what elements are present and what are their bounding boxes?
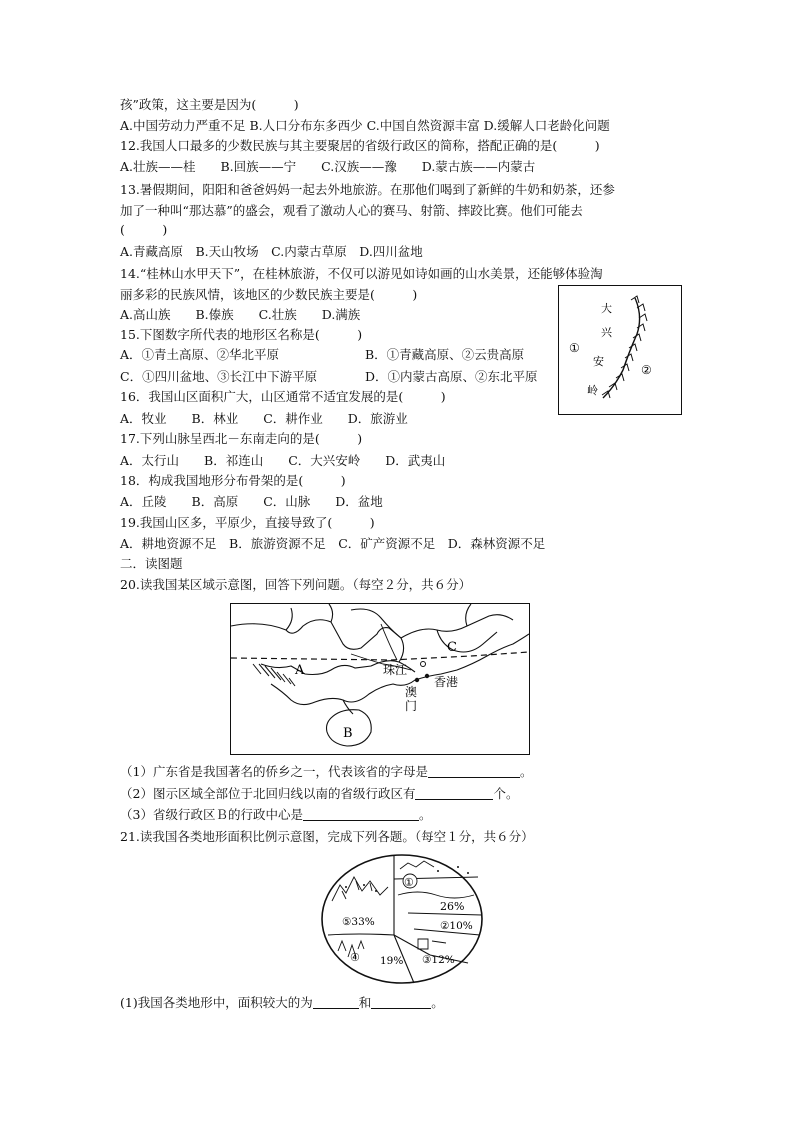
region-label-c: C: [447, 640, 457, 655]
q13-options: A.青藏高原 B.天山牧场 C.内蒙古草原 D.四川盆地: [120, 244, 423, 259]
region-label-b: B: [343, 726, 353, 741]
segment-3-label: ③12%: [422, 954, 455, 966]
q18-stem: 18．构成我国地形分布骨架的是( ): [120, 473, 346, 488]
q17-options: A．太行山 B．祁连山 C．大兴安岭 D．武夷山: [120, 453, 446, 468]
q16-stem: 16．我国山区面积广大，山区通常不适宜发展的是( ): [120, 389, 446, 404]
daxinganling-map-drawing: [559, 286, 681, 414]
segment-1-label: ①: [404, 876, 414, 889]
q15-option-d: D．①内蒙古高原、②东北平原: [365, 369, 538, 384]
zhujiang-label: 珠江: [383, 663, 408, 677]
region-marker-2: ②: [641, 363, 652, 377]
range-label-char: 岭: [587, 384, 598, 397]
answer-blank[interactable]: [313, 994, 359, 1009]
q13-stem-line1: 13.暑假期间，阳阳和爸爸妈妈一起去外地旅游。在那他们喝到了新鲜的牛奶和奶茶，还参: [120, 182, 615, 197]
section-heading: 二．读图题: [120, 556, 183, 571]
q12-options: A.壮族——桂 B.回族——宁 C.汉族——豫 D.蒙古族——内蒙古: [120, 159, 536, 174]
segment-2-label: ②10%: [440, 920, 473, 932]
q19-options: A．耕地资源不足 B．旅游资源不足 C．矿产资源不足 D．森林资源不足: [120, 536, 546, 551]
q14-stem-line1: 14.“桂林山水甲天下”，在桂林旅游，不仅可以游见如诗如画的山水美景，还能够体验淘: [120, 266, 603, 281]
south-china-region-map: [230, 603, 530, 755]
q14-stem-line2: 丽多彩的民族风情，该地区的少数民族主要是( ): [120, 287, 418, 302]
q19-stem: 19.我国山区多，平原少，直接导致了( ): [120, 515, 375, 530]
hongkong-label: 香港: [434, 675, 459, 689]
q21-sub1: (1)我国各类地形中，面积较大的为 和 。: [120, 995, 444, 1010]
q14-options: A.高山族 B.傣族 C.壮族 D.满族: [120, 307, 361, 322]
q11-stem-tail: 孩”政策，这主要是因为( ): [120, 97, 299, 112]
q15-stem: 15.下图数字所代表的地形区名称是( ): [120, 327, 363, 342]
region-label-a: A: [295, 663, 305, 678]
answer-blank[interactable]: [371, 994, 431, 1009]
q12-stem: 12.我国人口最多的少数民族与其主要聚居的省级行政区的简称，搭配正确的是( ): [120, 138, 600, 153]
q21-stem: 21.读我国各类地形面积比例示意图，完成下列各题。（每空１分，共６分）: [120, 829, 534, 844]
macao-label-top: 澳: [405, 685, 418, 699]
q18-options: A．丘陵 B．高原 C．山脉 D．盆地: [120, 494, 383, 509]
q17-stem: 17.下列山脉呈西北－东南走向的是( ): [120, 431, 363, 446]
q13-stem-line2: 加了一种叫“那达慕”的盛会，观看了激动人心的赛马、射箭、摔跤比赛。他们可能去: [120, 203, 583, 218]
segment-4-label: ④: [350, 951, 360, 964]
answer-blank[interactable]: [428, 763, 520, 778]
answer-blank[interactable]: [415, 785, 493, 800]
q20-sub3: （3）省级行政区Ｂ的行政中心是 。: [120, 807, 432, 822]
q13-answer-bracket: ( ): [120, 222, 168, 237]
q20-stem: 20.读我国某区域示意图，回答下列问题。（每空２分，共６分）: [120, 577, 472, 592]
region-marker-1: ①: [569, 341, 580, 355]
terrain-area-chart: [318, 851, 486, 987]
segment-5-label: ⑤33%: [342, 916, 375, 928]
terrain-chart-drawing: [318, 851, 486, 987]
q16-options: A．牧业 B．林业 C．耕作业 D．旅游业: [120, 411, 408, 426]
south-china-map-drawing: [231, 604, 529, 754]
q20-sub1: （1）广东省是我国著名的侨乡之一，代表该省的字母是 。: [120, 764, 533, 779]
q20-sub2: （2）图示区域全部位于北回归线以南的省级行政区有 个。: [120, 786, 519, 801]
q15-option-c: C．①四川盆地、③长江中下游平原: [120, 369, 318, 384]
range-label-char: 兴: [601, 326, 612, 339]
q15-option-a: A．①青土高原、②华北平原: [120, 347, 280, 362]
answer-blank[interactable]: [303, 806, 419, 821]
daxinganling-map: [558, 285, 682, 415]
q15-option-b: B．①青藏高原、②云贵高原: [365, 347, 525, 362]
q11-options: A.中国劳动力严重不足 B.人口分布东多西少 C.中国自然资源丰富 D.缓解人口老龄化问题: [120, 118, 610, 133]
segment-4-percent: 19%: [380, 955, 404, 967]
macao-label-bottom: 门: [405, 699, 418, 713]
range-label-char: 大: [601, 302, 612, 315]
range-label-char: 安: [593, 355, 604, 368]
segment-1-percent: 26%: [440, 900, 465, 913]
